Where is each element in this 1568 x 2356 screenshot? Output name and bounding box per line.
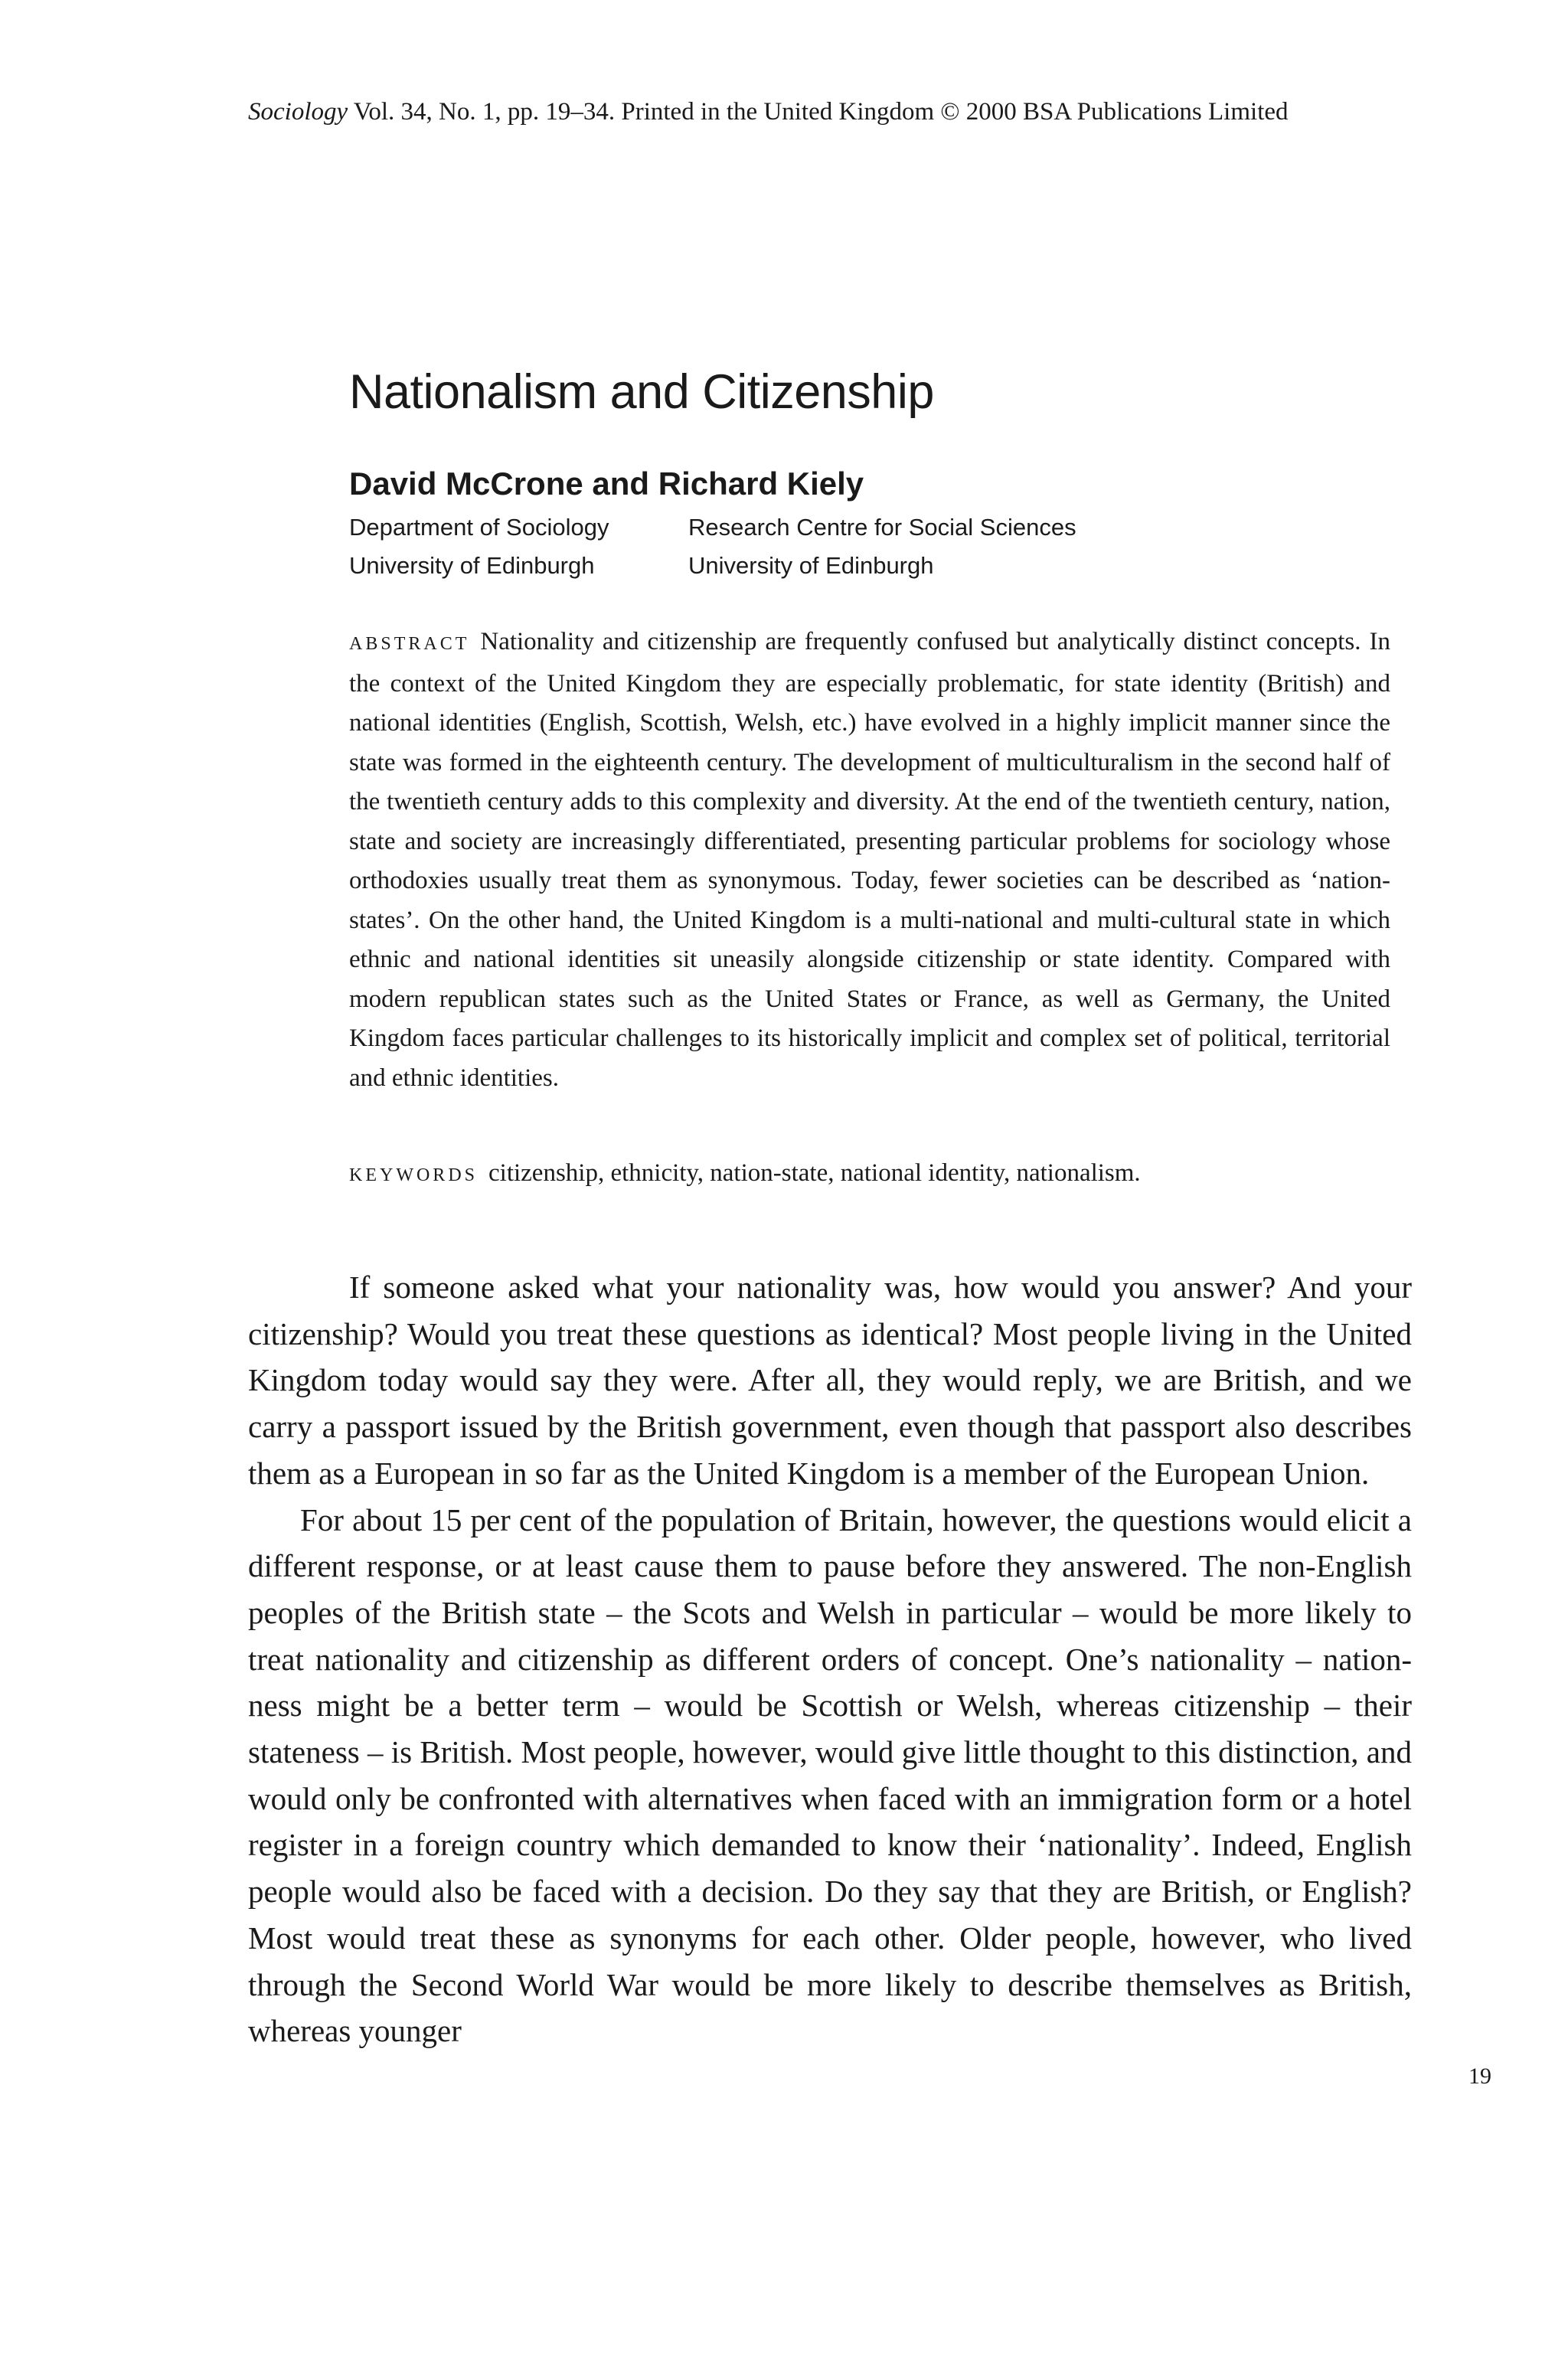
keywords <box>349 1154 1390 1196</box>
body-paragraph: If someone asked what your nationality was, how would you answer? And your citizenship? Would you treat these questions as identical? Most people living in the United Kingdom today would say they were. After all, they would reply, we are British, and we carry a passport issued by the British government, even though that passport also describes them as a European in so far as the United Kingdom is a member of the European Union. <box>248 1269 1412 1491</box>
page-number: 19 <box>1468 2064 1491 2089</box>
abstract <box>349 622 1390 1098</box>
affiliation-institution: University of Edinburgh <box>688 552 934 579</box>
affiliation-institution: University of Edinburgh <box>349 552 595 579</box>
affiliation-second-author <box>688 508 1076 585</box>
affiliation-first-author <box>349 508 609 585</box>
keywords-label: KEYWORDS <box>349 1165 478 1185</box>
keywords-text: citizenship, ethnicity, nation-state, national identity, nationalism. <box>488 1159 1141 1187</box>
running-head <box>248 95 1442 129</box>
article-title: Nationalism and Citizenship <box>349 365 934 419</box>
abstract-text: Nationality and citizenship are frequently confused but analytically distinct concepts. In the context of the United Kingdom they are especially problematic, for state identity (British) and national identities (English, Scottish, Welsh, etc.) have evolved in a highly implicit manner since the state was formed in the eighteenth century. The development of multiculturalism in the second half of the twentieth century adds to this complexity and diversity. At the end of the twentieth century, nation, state and society are increasingly differentiated, presenting particular problems for sociology whose orthodoxies usually treat them as synonymous. Today, fewer societies can be described as ‘nation-states’. On the other hand, the United Kingdom is a multi-national and multi-cultural state in which ethnic and national identities sit uneasily alongside citizenship or state identity. Compared with modern republican states such as the United States or France, as well as Germany, the United Kingdom faces particular challenges to its historically implicit and complex set of political, territorial and ethnic identities. <box>349 628 1390 1092</box>
journal-name: Sociology <box>248 98 348 126</box>
affiliation-department: Department of Sociology <box>349 514 609 541</box>
affiliation-department: Research Centre for Social Sciences <box>688 514 1076 541</box>
abstract-label: ABSTRACT <box>349 634 470 654</box>
body-text <box>248 1264 1412 2054</box>
author-names: David McCrone and Richard Kiely <box>349 466 864 502</box>
journal-details: Vol. 34, No. 1, pp. 19–34. Printed in the United Kingdom © 2000 BSA Publications Limited <box>348 98 1289 126</box>
body-paragraph: For about 15 per cent of the population of Britain, however, the questions would elicit a different response, or at least cause them to pause before they answered. The non-English peoples of the British state – the Scots and Welsh in particular – would be more likely to treat nationality and citizenship as different orders of concept. One’s nationality – nation-ness might be a better term – would be Scottish or Welsh, whereas citizenship – their stateness – is British. Most people, however, would give little thought to this distinction, and would only be confronted with alternatives when faced with an immigration form or a hotel register in a foreign country which demanded to know their ‘nationality’. Indeed, English people would also be faced with a decision. Do they say that they are British, or English? Most would treat these as synonyms for each other. Older people, however, who lived through the Second World War would be more likely to describe themselves as British, whereas younger <box>248 1502 1412 2049</box>
